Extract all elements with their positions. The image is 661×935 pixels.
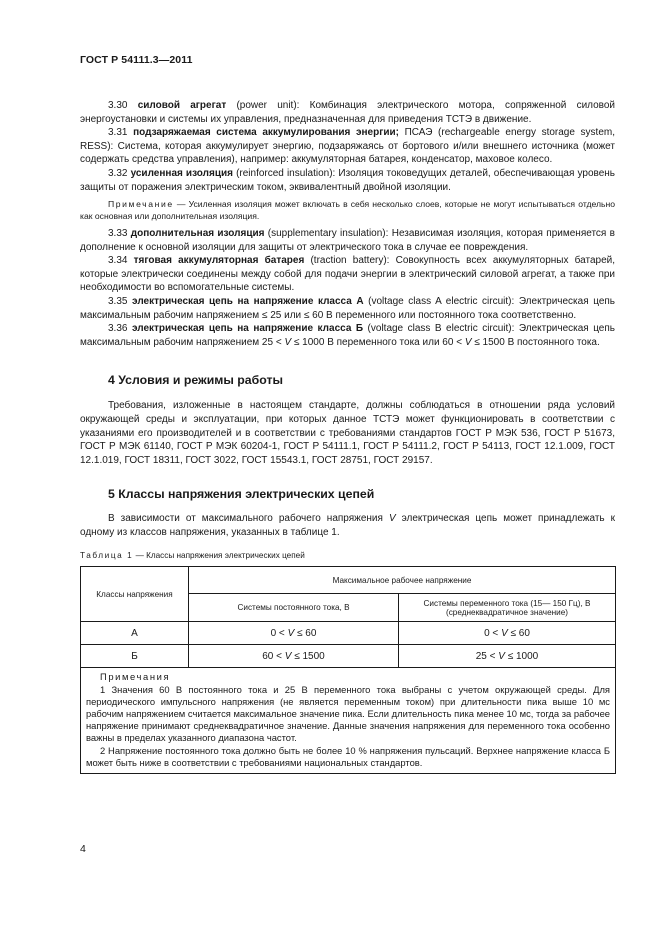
term: электрическая цепь на напряжение класса А — [132, 295, 364, 307]
section-5-heading: 5 Классы напряжения электрических цепей — [108, 487, 375, 502]
section-5-text: В зависимости от максимального рабочего напряжения V электрическая цепь может принадлежать к одному из классов напряжения, указанных в таблице 1. — [80, 513, 615, 538]
standard-header: ГОСТ Р 54111.3—2011 — [80, 54, 193, 66]
term: силовой агрегат — [137, 100, 227, 111]
table-row — [81, 622, 616, 645]
header-dc-systems: Системы постоянного тока, В — [189, 594, 399, 622]
section-4-text: Требования, изложенные в настоящем стандарте, должны соблюдаться в отношении ряда условий окружающей среды и эксплуатации, при которых данное ТСТЭ может функционировать в соответствии с указаниями его производителей и в соответствии с требованиями стандартов ГОСТ Р МЭК 536, ГОСТ Р 51673, ГОСТ Р МЭК 61140, ГОСТ Р МЭК 60204-1, ГОСТ Р 54111.1, ГОСТ Р 54111.2, ГОСТ Р 54113, ГОСТ 12.1.009, ГОСТ 12.1.019, ГОСТ 18311, ГОСТ 3022, ГОСТ 15543.1, ГОСТ 28751, ГОСТ 29157. — [80, 400, 615, 466]
table-note-1: 1 Значения 60 В постоянного тока и 25 В переменного тока выбраны с учетом окружающей среды. Для периодического импульсного напряжения (не является переменным током) при длительности пика выше 10 мс рабочим напряжением считается максимальное значение пика. Если длительность пика менее 10 мс, тогда за рабочее напряжение принимают среднеквадратичное значение. Данные значения напряжения для переменного тока особенно важны в пределах указанного диапазона частот. — [86, 683, 610, 744]
definition-3-31: 3.31 подзаряжаемая система аккумулирования энергии; ПСАЭ (rechargeable energy storage system, RESS): Система, которая аккумулирует энергию, подзаряжаясь от бортового и/или внешнего источника (может содержать средства управления), например: аккумуляторная батарея, конденсатор, маховое колесо. — [80, 127, 615, 166]
definition-3-32: 3.32 усиленная изоляция (reinforced insulation): Изоляция токоведущих деталей, обеспечивающая уровень защиты от поражения электрическим током, эквивалентный двойной изоляции. — [80, 167, 616, 193]
header-voltage-class: Классы напряжения — [81, 567, 189, 622]
voltage-classes-table — [80, 566, 616, 774]
table-notes-label: Примечания — [100, 671, 171, 683]
term: усиленная изоляция — [130, 167, 233, 179]
definition-3-30: 3.30 силовой агрегат (power unit): Комбинация электрического мотора, сопряженной силовой энергоустановки и системы их управления, предназначенная для приведения ТСТЭ в движение. — [80, 100, 616, 125]
term: дополнительная изоляция — [130, 227, 265, 239]
table-row — [81, 645, 616, 668]
class-cell: Б — [81, 645, 189, 668]
section-4-heading: 4 Условия и режимы работы — [108, 373, 283, 388]
table-notes — [81, 668, 616, 774]
term: электрическая цепь на напряжение класса Б — [131, 323, 364, 335]
header-max-voltage: Максимальное рабочее напряжение — [189, 567, 616, 594]
table-note-2: 2 Напряжение постоянного тока должно быть не более 10 % напряжения пульсаций. Верхнее напряжение класса Б может быть ниже в соответствии с требованиями национальных стандартов. — [86, 744, 610, 768]
term: тяговая аккумуляторная батарея — [133, 255, 305, 267]
definition-3-33: 3.33 дополнительная изоляция (supplementary insulation): Независимая изоляция, которая применяется в дополнение к основной изоляции для защиты от электрического тока в случае ее повреждения. — [80, 227, 615, 253]
definition-3-36: 3.36 электрическая цепь на напряжение класса Б (voltage class B electric circuit): Электрическая цепь максимальным рабочим напряжением 25 < V ≤ 1000 В переменного тока или 60 < V ≤ 1500 В постоянного тока. — [80, 323, 615, 348]
definition-3-34: 3.34 тяговая аккумуляторная батарея (traction battery): Совокупность всех аккумуляторных батарей, которые электрически соединены между собой для подачи энергии в электрический силовой агрегат, а также при необходимости во вспомогательные системы. — [80, 255, 615, 294]
dc-range-cell: 0 < V ≤ 60 — [189, 622, 399, 645]
ac-range-cell: 0 < V ≤ 60 — [399, 622, 616, 645]
header-ac-systems: Системы переменного тока (15— 150 Гц), В (среднеквадратичное значение) — [399, 594, 616, 622]
definition-3-35: 3.35 электрическая цепь на напряжение класса А (voltage class A electric circuit): Электрическая цепь максимальным рабочим напряжением ≤ 25 или ≤ 60 В переменного или постоянного тока соответственно. — [80, 295, 616, 321]
page-number: 4 — [80, 843, 86, 855]
table-caption: Таблица 1 — Классы напряжения электрических цепей — [80, 551, 305, 561]
class-cell: А — [81, 622, 189, 645]
note-3-32: Примечание — Усиленная изоляция может включать в себя несколько слоев, которые не могут испытываться отдельно как основная или дополнительная изоляция. — [80, 199, 615, 221]
ac-range-cell: 25 < V ≤ 1000 — [399, 645, 616, 668]
dc-range-cell: 60 < V ≤ 1500 — [189, 645, 399, 668]
term: подзаряжаемая система аккумулирования энергии; — [133, 127, 399, 139]
document-page — [80, 54, 615, 774]
